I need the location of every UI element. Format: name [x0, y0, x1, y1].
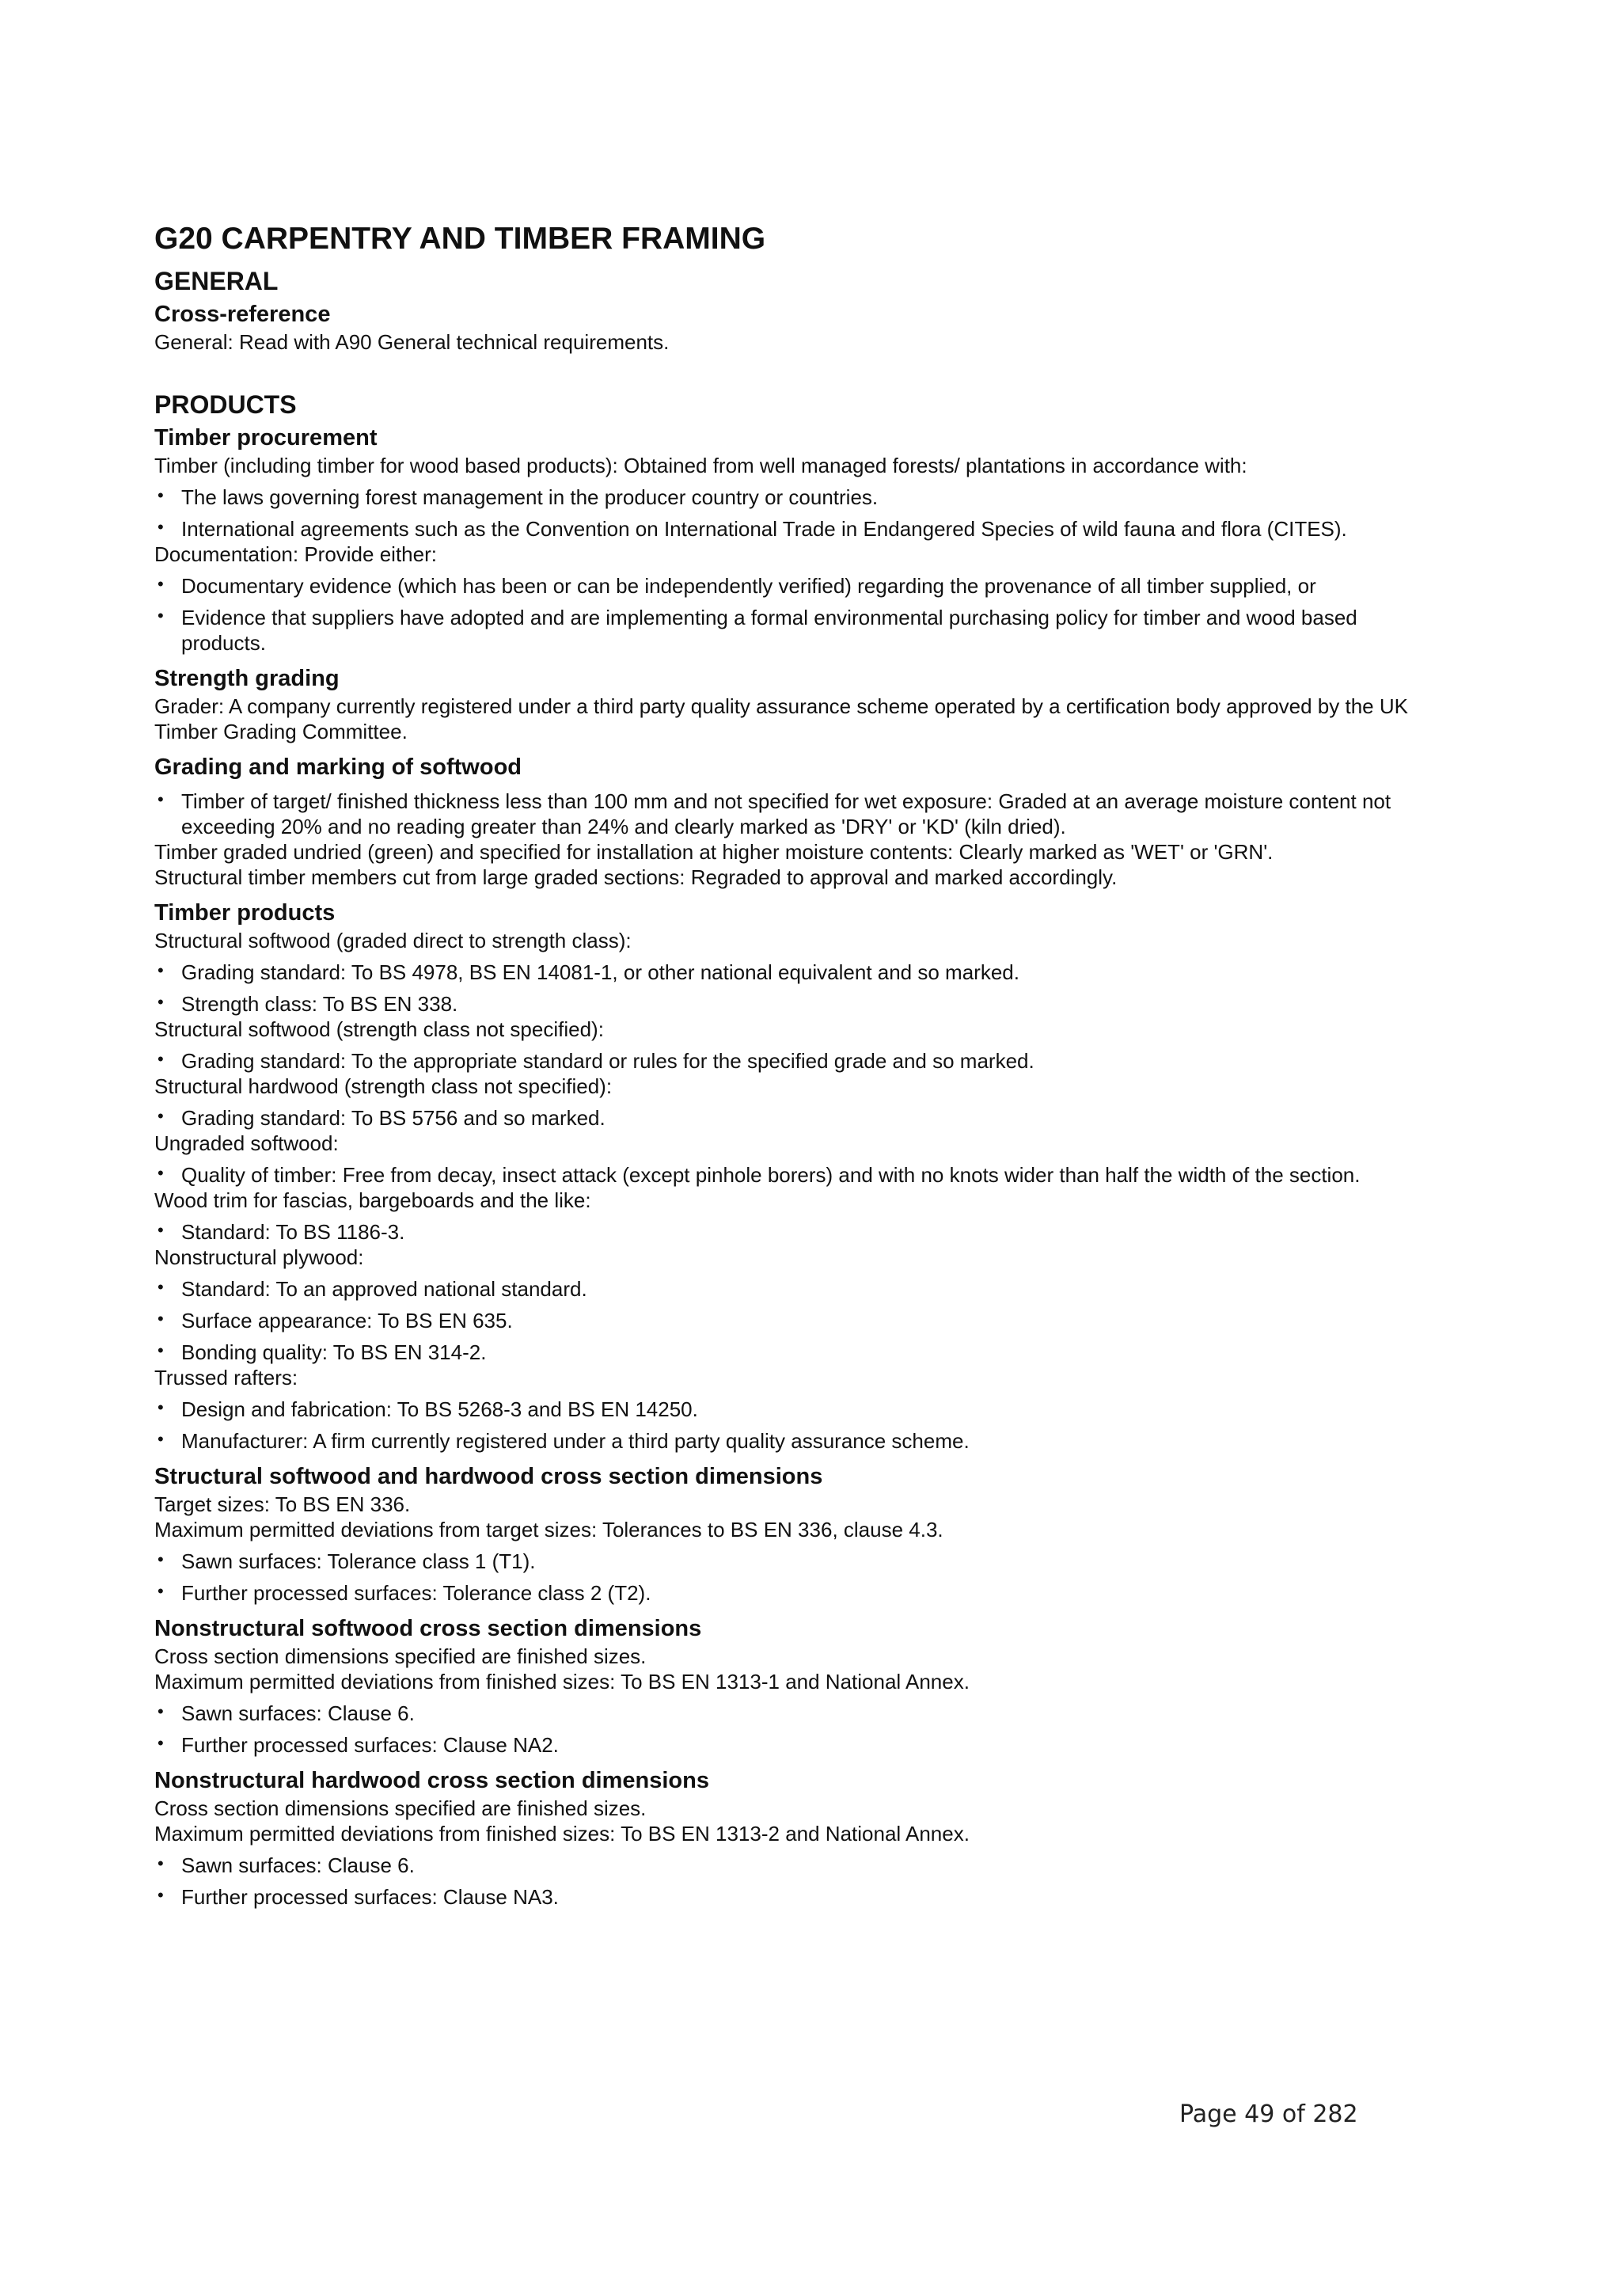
clause-nonstructural-softwood: [154, 1614, 1421, 1758]
bullet-icon: •: [158, 517, 164, 537]
list-item: • Quality of timber: Free from decay, insect attack (except pinhole borers) and with no knots wider than half the width of the section.: [154, 1156, 1421, 1188]
bullet-icon: •: [158, 1429, 164, 1449]
bullet-icon: •: [158, 992, 164, 1012]
clause-text: Cross section dimensions specified are finished sizes.: [154, 1796, 647, 1820]
clause-text: Wood trim for fascias, bargeboards and the like:: [154, 1188, 591, 1212]
clause-grading-marking: [154, 752, 1421, 890]
list-item: • Sawn surfaces: Tolerance class 1 (T1).: [154, 1542, 1421, 1574]
clause-text: Target sizes: To BS EN 336.: [154, 1492, 411, 1516]
clause-cross-reference: [154, 299, 1421, 355]
bullet-icon: •: [158, 1853, 164, 1873]
clause-strength-grading: [154, 663, 1421, 744]
clause-text: Structural timber members cut from large graded sections: Regraded to approval and marked accordingly.: [154, 865, 1118, 889]
clause-title: Nonstructural hardwood cross section dimensions: [154, 1768, 709, 1793]
clause-title: Structural softwood and hardwood cross section dimensions: [154, 1464, 823, 1489]
clause-title: Nonstructural softwood cross section dimensions: [154, 1616, 702, 1641]
clause-title: Timber procurement: [154, 425, 378, 450]
clause-text: Timber (including timber for wood based products): Obtained from well managed forests/ plantations in accordance with:: [154, 454, 1247, 477]
list-item: • Evidence that suppliers have adopted and are implementing a formal environmental purchasing policy for timber and wood based products.: [154, 599, 1421, 656]
bullet-icon: •: [158, 574, 164, 594]
clause-text: Maximum permitted deviations from finished sizes: To BS EN 1313-1 and National Annex.: [154, 1670, 970, 1693]
bullet-icon: •: [158, 960, 164, 980]
bullet-icon: •: [158, 485, 164, 505]
list-item: • Standard: To an approved national standard.: [154, 1270, 1421, 1302]
page-number: Page 49 of 282: [1179, 2100, 1358, 2128]
bullet-icon: •: [158, 1549, 164, 1569]
list-item: • Further processed surfaces: Clause NA2.: [154, 1726, 1421, 1758]
clause-title: Grading and marking of softwood: [154, 755, 522, 780]
bullet-icon: •: [158, 606, 164, 625]
clause-timber-products: [154, 898, 1421, 1454]
list-item: • The laws governing forest management in the producer country or countries.: [154, 478, 1421, 510]
clause-text: Structural hardwood (strength class not specified):: [154, 1074, 613, 1098]
list-item: • Strength class: To BS EN 338.: [154, 985, 1421, 1017]
list-item: • Bonding quality: To BS EN 314-2.: [154, 1333, 1421, 1365]
clause-text: Structural softwood (graded direct to strength class):: [154, 929, 632, 952]
bullet-icon: •: [158, 1163, 164, 1183]
clause-text: Timber graded undried (green) and specified for installation at higher moisture contents: Clearly marked as 'WET' or 'GRN'.: [154, 840, 1274, 864]
list-item: • Grading standard: To BS 4978, BS EN 14081-1, or other national equivalent and so marked.: [154, 953, 1421, 985]
list-item: • Manufacturer: A firm currently registered under a third party quality assurance scheme.: [154, 1422, 1421, 1454]
bullet-icon: •: [158, 1220, 164, 1240]
clause-title: Strength grading: [154, 666, 340, 691]
clause-text: Ungraded softwood:: [154, 1131, 339, 1155]
bullet-icon: •: [158, 1581, 164, 1601]
list-item: • Standard: To BS 1186-3.: [154, 1213, 1421, 1245]
document-title: G20 CARPENTRY AND TIMBER FRAMING: [154, 222, 766, 256]
bullet-icon: •: [158, 1397, 164, 1417]
clause-text: Structural softwood (strength class not specified):: [154, 1017, 604, 1041]
list-item: • International agreements such as the Convention on International Trade in Endangered Species of wild fauna and flora (CITES).: [154, 510, 1421, 542]
list-item: • Timber of target/ finished thickness less than 100 mm and not specified for wet exposure: Graded at an average moisture content not exceeding 20% and no reading greater than 24% and clearly marked as 'DRY' or 'KD' (kiln dried).: [154, 782, 1421, 839]
clause-text: Grader: A company currently registered under a third party quality assurance scheme operated by a certification body approved by the UK Timber Grading Committee.: [154, 694, 1408, 743]
clause-title: Cross-reference: [154, 302, 331, 327]
section-heading-products: PRODUCTS: [154, 390, 297, 419]
clause-text: Documentation: Provide either:: [154, 542, 437, 566]
list-item: • Sawn surfaces: Clause 6.: [154, 1846, 1421, 1878]
clause-text: Maximum permitted deviations from target sizes: Tolerances to BS EN 336, clause 4.3.: [154, 1518, 943, 1541]
list-item: • Design and fabrication: To BS 5268-3 and BS EN 14250.: [154, 1390, 1421, 1422]
section-heading-general: GENERAL: [154, 267, 279, 295]
bullet-icon: •: [158, 1106, 164, 1126]
bullet-icon: •: [158, 1277, 164, 1297]
clause-title: Timber products: [154, 900, 336, 926]
list-item: • Grading standard: To the appropriate standard or rules for the specified grade and so marked.: [154, 1042, 1421, 1074]
list-item: • Documentary evidence (which has been or can be independently verified) regarding the provenance of all timber supplied, or: [154, 567, 1421, 599]
bullet-icon: •: [158, 1309, 164, 1329]
clause-text: Trussed rafters:: [154, 1366, 298, 1389]
list-item: • Further processed surfaces: Tolerance class 2 (T2).: [154, 1574, 1421, 1606]
page-content: [154, 215, 1421, 1910]
list-item: • Grading standard: To BS 5756 and so marked.: [154, 1099, 1421, 1131]
list-item: • Surface appearance: To BS EN 635.: [154, 1302, 1421, 1333]
list-item: • Further processed surfaces: Clause NA3.: [154, 1878, 1421, 1910]
clause-structural-dimensions: [154, 1462, 1421, 1606]
clause-text: Cross section dimensions specified are finished sizes.: [154, 1644, 647, 1668]
clause-timber-procurement: [154, 423, 1421, 656]
bullet-icon: •: [158, 789, 164, 809]
bullet-icon: •: [158, 1049, 164, 1069]
bullet-icon: •: [158, 1733, 164, 1753]
clause-text: Nonstructural plywood:: [154, 1245, 364, 1269]
bullet-icon: •: [158, 1885, 164, 1905]
clause-nonstructural-hardwood: [154, 1766, 1421, 1910]
bullet-icon: •: [158, 1701, 164, 1721]
bullet-icon: •: [158, 1340, 164, 1360]
clause-text: Maximum permitted deviations from finished sizes: To BS EN 1313-2 and National Annex.: [154, 1822, 970, 1846]
list-item: • Sawn surfaces: Clause 6.: [154, 1694, 1421, 1726]
clause-text: General: Read with A90 General technical requirements.: [154, 330, 670, 354]
